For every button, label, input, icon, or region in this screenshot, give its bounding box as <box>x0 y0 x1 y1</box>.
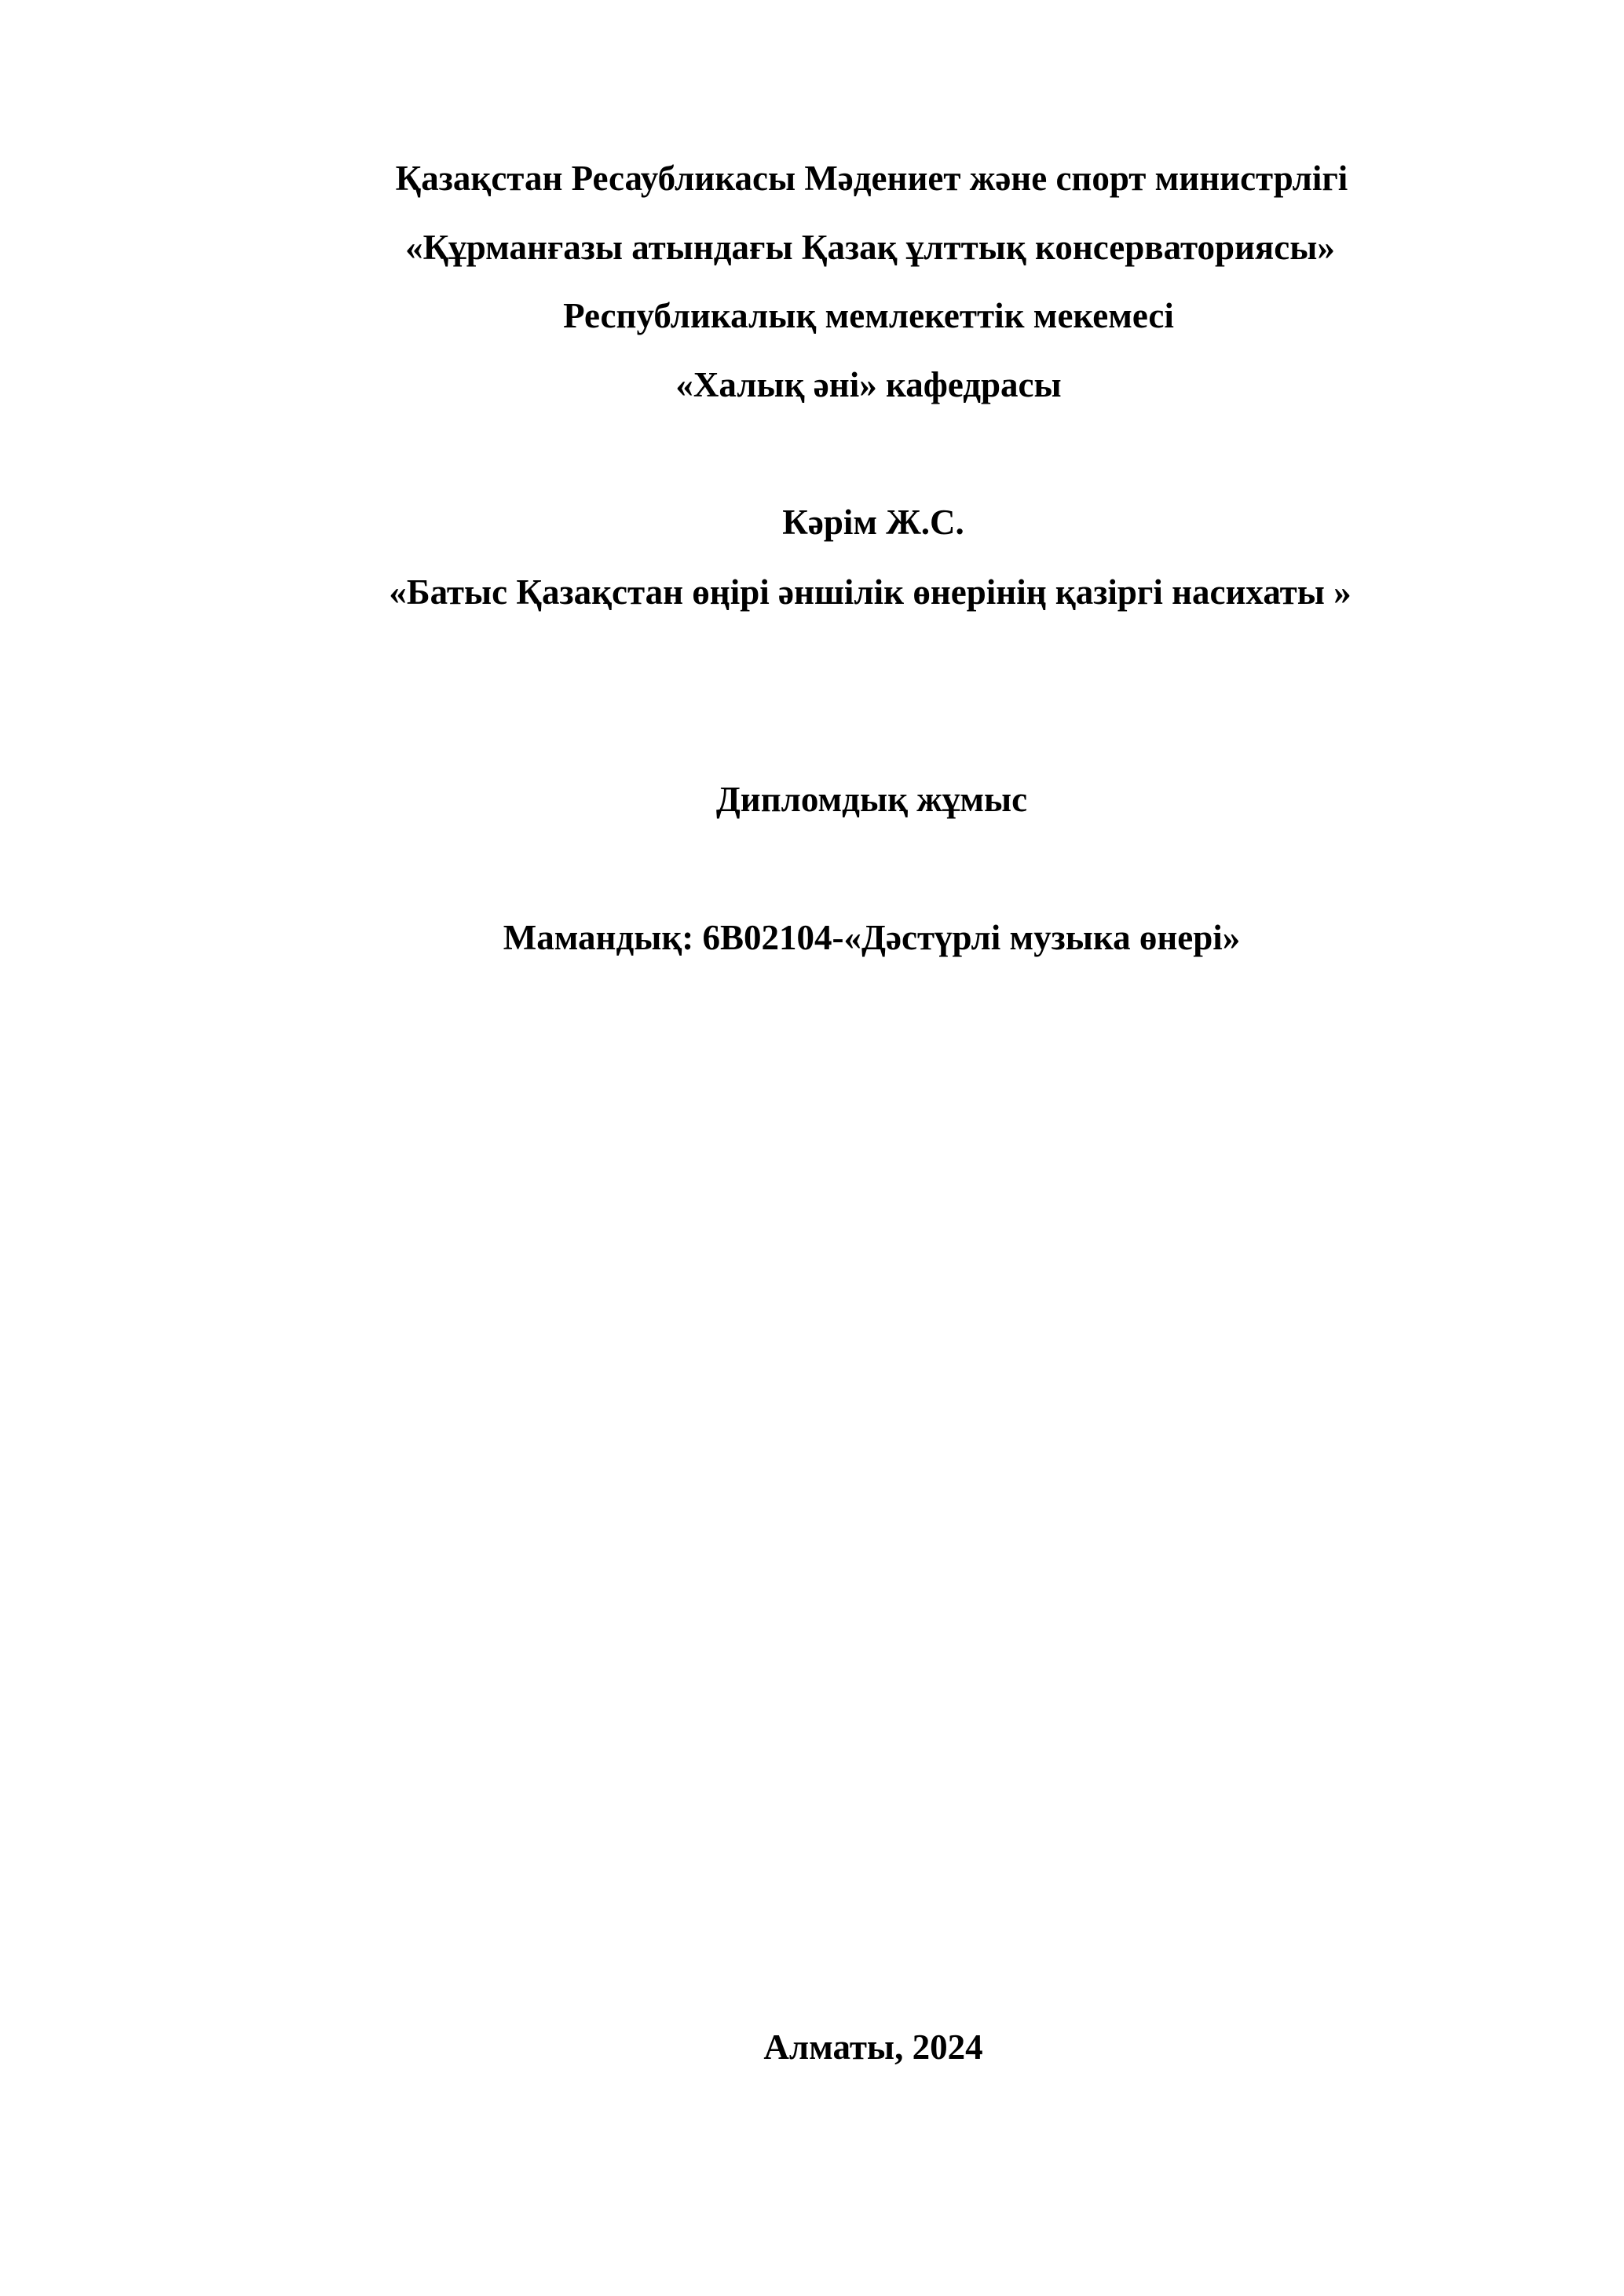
thesis-title: «Батыс Қазақстан өңірі әншілік өнерінің қазіргі насихаты » <box>389 572 1352 612</box>
institution-type: Республикалық мемлекеттік мекемесі <box>563 296 1174 335</box>
ministry-heading: Қазақстан Ресаубликасы Мәдениет және спорт министрлігі <box>395 159 1348 198</box>
specialty: Мамандық: 6B02104-«Дәстүрлі музыка өнері» <box>503 918 1241 957</box>
department-name: «Халық әні» кафедрасы <box>675 365 1062 404</box>
work-type: Дипломдық жұмыс <box>715 780 1028 819</box>
institution-name: «Құрманғазы атындағы Қазақ ұлттық консерваториясы» <box>405 228 1335 267</box>
author-name: Кәрім Ж.С. <box>782 503 964 542</box>
place-and-year: Алматы, 2024 <box>763 2027 983 2067</box>
